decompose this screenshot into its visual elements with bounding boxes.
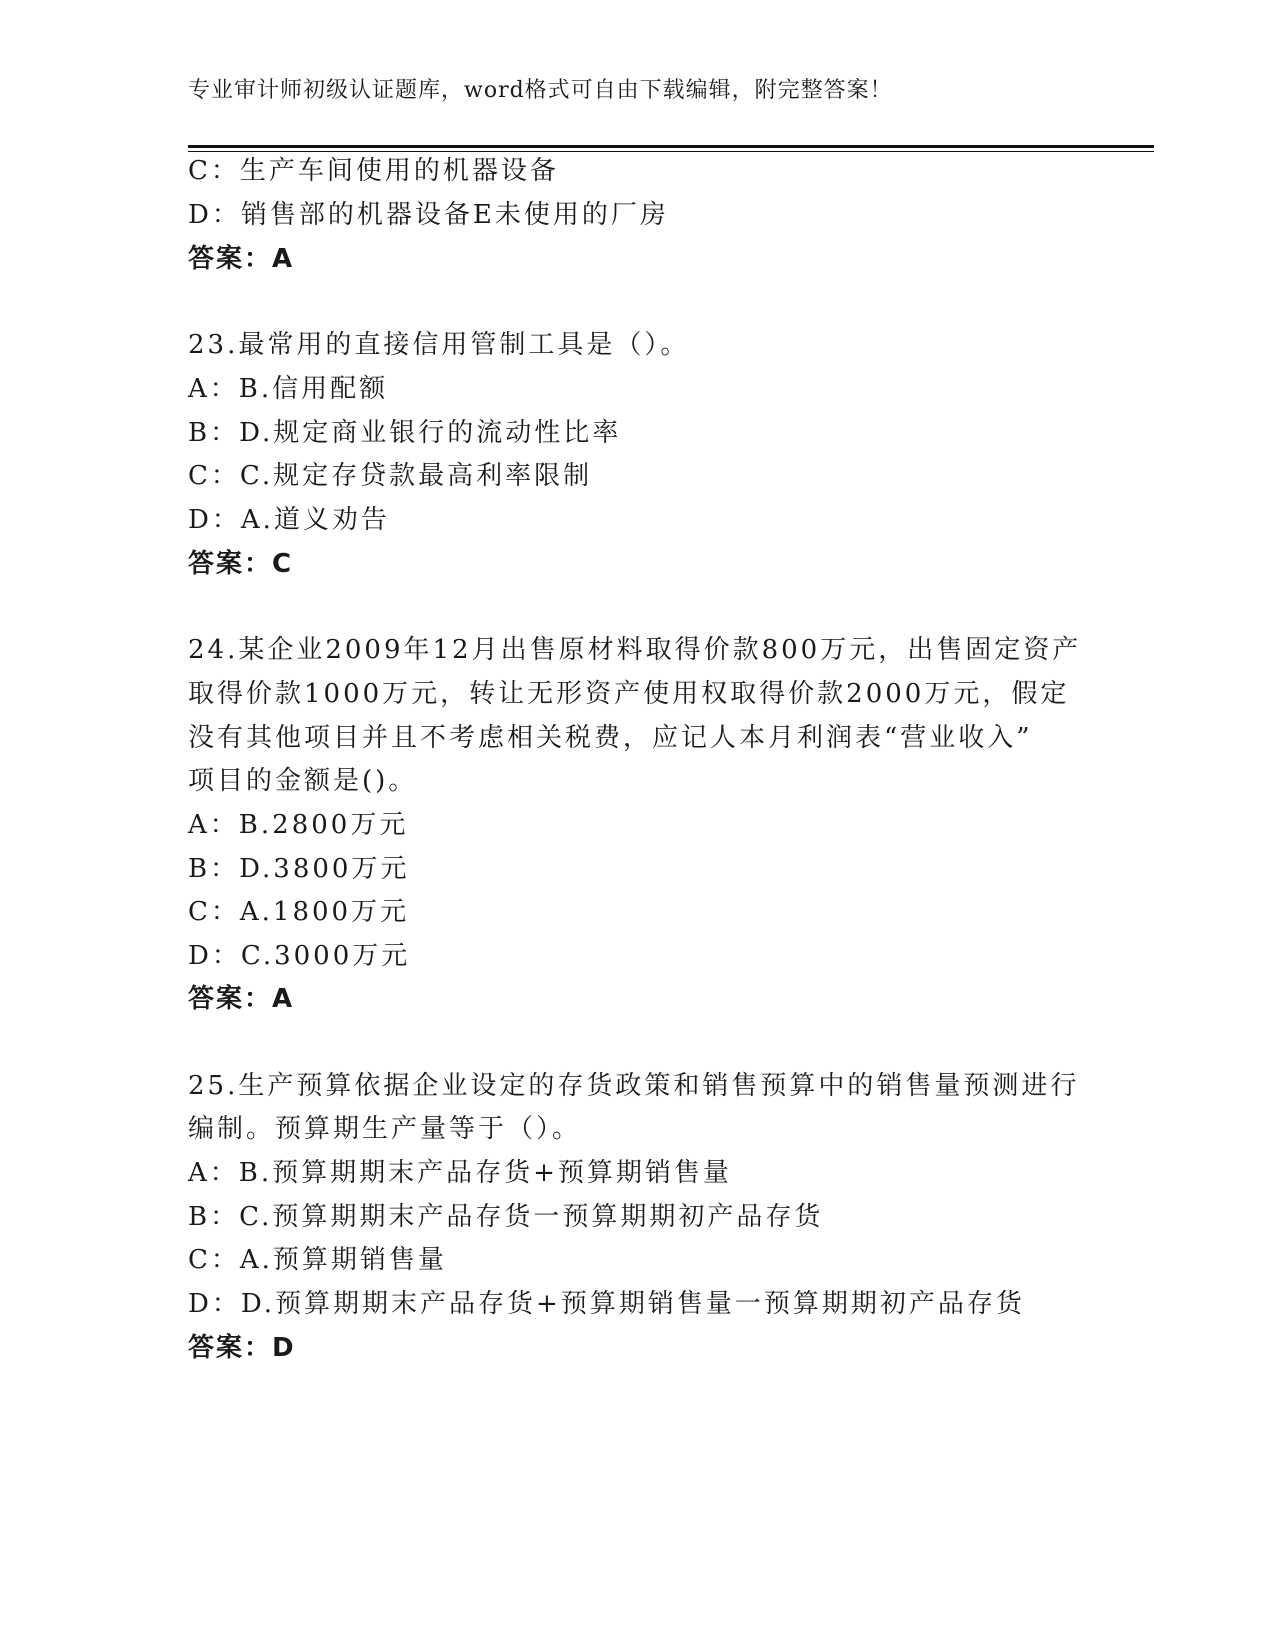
q24-stem-line-1: 24.某企业2009年12月出售原材料取得价款800万元，出售固定资产 xyxy=(188,635,1082,665)
q25-stem-line-2: 编制。预算期生产量等于（）。 xyxy=(188,1114,582,1144)
q24-answer: 答案：A xyxy=(188,984,295,1014)
q23-option-d: D：A.道义劝告 xyxy=(188,505,390,535)
prev-option-d: D：销售部的机器设备E未使用的厂房 xyxy=(188,200,669,230)
q24-option-b: B：D.3800万元 xyxy=(188,854,410,884)
q25-option-c: C：A.预算期销售量 xyxy=(188,1245,447,1275)
q23-stem-line-1: 23.最常用的直接信用管制工具是（）。 xyxy=(188,330,690,360)
q23-option-a: A：B.信用配额 xyxy=(188,374,389,404)
q25-option-b: B：C.预算期期末产品存货一预算期期初产品存货 xyxy=(188,1202,824,1232)
q24-stem-line-4: 项目的金额是()。 xyxy=(188,766,418,796)
q24-option-a: A：B.2800万元 xyxy=(188,810,409,840)
q24-option-d: D：C.3000万元 xyxy=(188,941,411,971)
q25-answer: 答案：D xyxy=(188,1333,296,1363)
q25-stem-line-1: 25.生产预算依据企业设定的存货政策和销售预算中的销售量预测进行 xyxy=(188,1071,1080,1101)
prev-answer: 答案：A xyxy=(188,244,295,274)
q23-option-b: B：D.规定商业银行的流动性比率 xyxy=(188,418,622,448)
q24-stem-line-2: 取得价款1000万元，转让无形资产使用权取得价款2000万元，假定 xyxy=(188,679,1070,709)
q23-answer: 答案：C xyxy=(188,549,294,579)
q23-option-c: C：C.规定存贷款最高利率限制 xyxy=(188,461,593,491)
q25-option-a: A：B.预算期期末产品存货+预算期销售量 xyxy=(188,1158,732,1188)
q24-stem-line-3: 没有其他项目并且不考虑相关税费，应记人本月利润表“营业收入” xyxy=(188,723,1033,753)
q24-option-c: C：A.1800万元 xyxy=(188,897,410,927)
prev-option-c: C：生产车间使用的机器设备 xyxy=(188,156,559,186)
q25-option-d: D：D.预算期期末产品存货+预算期销售量一预算期期初产品存货 xyxy=(188,1289,1025,1319)
page-header: 专业审计师初级认证题库，word格式可自由下载编辑，附完整答案！ xyxy=(188,78,893,103)
